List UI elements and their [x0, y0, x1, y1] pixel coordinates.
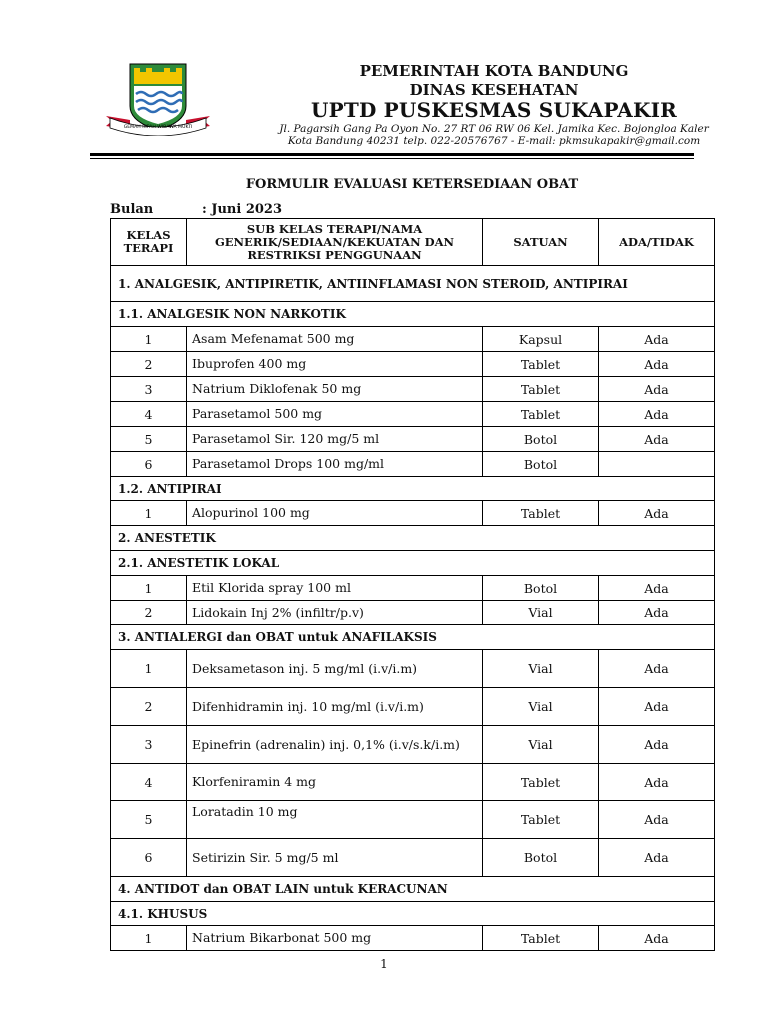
unit: Vial — [483, 726, 599, 764]
table-row — [111, 726, 715, 764]
month-label: Bulan — [110, 202, 154, 217]
col-header-sub-kelas: SUB KELAS TERAPI/NAMA GENERIK/SEDIAAN/KEKUATAN DAN RESTRIKSI PENGGUNAAN — [187, 219, 483, 266]
section-title: 4. ANTIDOT dan OBAT LAIN untuk KERACUNAN — [111, 877, 715, 902]
subsection-row — [111, 551, 715, 576]
availability: Ada — [599, 377, 715, 402]
medicine-name: Setirizin Sir. 5 mg/5 ml — [187, 839, 483, 877]
header-rule-thin — [90, 158, 694, 159]
subsection-title: 1.1. ANALGESIK NON NARKOTIK — [111, 302, 715, 327]
unit: Tablet — [483, 352, 599, 377]
row-number: 4 — [111, 764, 187, 801]
table-row — [111, 688, 715, 726]
medicine-name: Natrium Diklofenak 50 mg — [187, 377, 483, 402]
table-row — [111, 576, 715, 601]
table-header-row — [111, 219, 715, 266]
row-number: 6 — [111, 839, 187, 877]
medicine-name: Deksametason inj. 5 mg/ml (i.v/i.m) — [187, 650, 483, 688]
table-row — [111, 839, 715, 877]
month-value: : Juni 2023 — [202, 202, 283, 217]
logo-motto: GEMAH RIPAH WIBAWA MUKTI — [123, 125, 193, 130]
col-header-ada-tidak: ADA/TIDAK — [599, 219, 715, 266]
availability: Ada — [599, 601, 715, 625]
table-row — [111, 501, 715, 526]
unit: Botol — [483, 452, 599, 477]
row-number: 3 — [111, 377, 187, 402]
col-header-satuan: SATUAN — [483, 219, 599, 266]
medicine-name: Parasetamol 500 mg — [187, 402, 483, 427]
unit: Tablet — [483, 926, 599, 951]
table-row — [111, 801, 715, 839]
medicine-name: Epinefrin (adrenalin) inj. 0,1% (i.v/s.k/i.m) — [187, 726, 483, 764]
page-number: 1 — [380, 957, 388, 971]
row-number: 2 — [111, 352, 187, 377]
medicine-name: Ibuprofen 400 mg — [187, 352, 483, 377]
row-number: 1 — [111, 926, 187, 951]
availability: Ada — [599, 402, 715, 427]
unit: Tablet — [483, 377, 599, 402]
medicine-availability-table — [110, 218, 715, 951]
row-number: 2 — [111, 601, 187, 625]
row-number: 6 — [111, 452, 187, 477]
subsection-row — [111, 302, 715, 327]
unit: Tablet — [483, 402, 599, 427]
table-row — [111, 377, 715, 402]
availability: Ada — [599, 352, 715, 377]
availability — [599, 452, 715, 477]
row-number: 3 — [111, 726, 187, 764]
subsection-title: 2.1. ANESTETIK LOKAL — [111, 551, 715, 576]
unit: Vial — [483, 688, 599, 726]
subsection-row — [111, 477, 715, 501]
form-title: FORMULIR EVALUASI KETERSEDIAAN OBAT — [245, 177, 579, 192]
medicine-name: Parasetamol Drops 100 mg/ml — [187, 452, 483, 477]
unit: Botol — [483, 839, 599, 877]
availability: Ada — [599, 576, 715, 601]
medicine-name: Etil Klorida spray 100 ml — [187, 576, 483, 601]
unit: Tablet — [483, 764, 599, 801]
medicine-name: Loratadin 10 mg — [187, 801, 483, 839]
row-number: 1 — [111, 650, 187, 688]
availability: Ada — [599, 650, 715, 688]
unit: Botol — [483, 576, 599, 601]
table-row — [111, 601, 715, 625]
availability: Ada — [599, 726, 715, 764]
row-number: 5 — [111, 427, 187, 452]
header-address: Jl. Pagarsih Gang Pa Oyon No. 27 RT 06 RW 06 Kel. Jamika Kec. Bojongloa Kaler — [279, 123, 709, 135]
row-number: 2 — [111, 688, 187, 726]
section-row — [111, 526, 715, 551]
medicine-name: Natrium Bikarbonat 500 mg — [187, 926, 483, 951]
table-row — [111, 764, 715, 801]
table-row — [111, 402, 715, 427]
table-row — [111, 452, 715, 477]
section-title: 2. ANESTETIK — [111, 526, 715, 551]
availability: Ada — [599, 801, 715, 839]
row-number: 1 — [111, 501, 187, 526]
unit: Tablet — [483, 501, 599, 526]
row-number: 5 — [111, 801, 187, 839]
medicine-name: Asam Mefenamat 500 mg — [187, 327, 483, 352]
medicine-name: Parasetamol Sir. 120 mg/5 ml — [187, 427, 483, 452]
header-department: DINAS KESEHATAN — [409, 81, 579, 99]
row-number: 4 — [111, 402, 187, 427]
availability: Ada — [599, 839, 715, 877]
medicine-name: Alopurinol 100 mg — [187, 501, 483, 526]
header-rule-thick — [90, 153, 694, 156]
section-title: 3. ANTIALERGI dan OBAT untuk ANAFILAKSIS — [111, 625, 715, 650]
medicine-name: Difenhidramin inj. 10 mg/ml (i.v/i.m) — [187, 688, 483, 726]
row-number: 1 — [111, 327, 187, 352]
table-row — [111, 650, 715, 688]
section-row — [111, 266, 715, 302]
unit: Tablet — [483, 801, 599, 839]
availability: Ada — [599, 926, 715, 951]
table-row — [111, 427, 715, 452]
unit: Kapsul — [483, 327, 599, 352]
subsection-row — [111, 902, 715, 926]
header-contact: Kota Bandung 40231 telp. 022-20576767 - E-mail: pkmsukapakir@gmail.com — [287, 135, 701, 147]
availability: Ada — [599, 327, 715, 352]
unit: Vial — [483, 601, 599, 625]
table-row — [111, 327, 715, 352]
header-government: PEMERINTAH KOTA BANDUNG — [359, 62, 629, 80]
availability: Ada — [599, 427, 715, 452]
subsection-title: 1.2. ANTIPIRAI — [111, 477, 715, 501]
section-row — [111, 625, 715, 650]
medicine-name: Lidokain Inj 2% (infiltr/p.v) — [187, 601, 483, 625]
subsection-title: 4.1. KHUSUS — [111, 902, 715, 926]
unit: Botol — [483, 427, 599, 452]
table-row — [111, 352, 715, 377]
medicine-name: Klorfeniramin 4 mg — [187, 764, 483, 801]
kota-bandung-logo — [104, 58, 212, 136]
unit: Vial — [483, 650, 599, 688]
section-row — [111, 877, 715, 902]
section-title: 1. ANALGESIK, ANTIPIRETIK, ANTIINFLAMASI NON STEROID, ANTIPIRAI — [111, 266, 715, 302]
availability: Ada — [599, 688, 715, 726]
table-row — [111, 926, 715, 951]
availability: Ada — [599, 501, 715, 526]
col-header-kelas-terapi: KELAS TERAPI — [111, 219, 187, 266]
availability: Ada — [599, 764, 715, 801]
header-institution: UPTD PUSKESMAS SUKAPAKIR — [311, 98, 677, 122]
row-number: 1 — [111, 576, 187, 601]
